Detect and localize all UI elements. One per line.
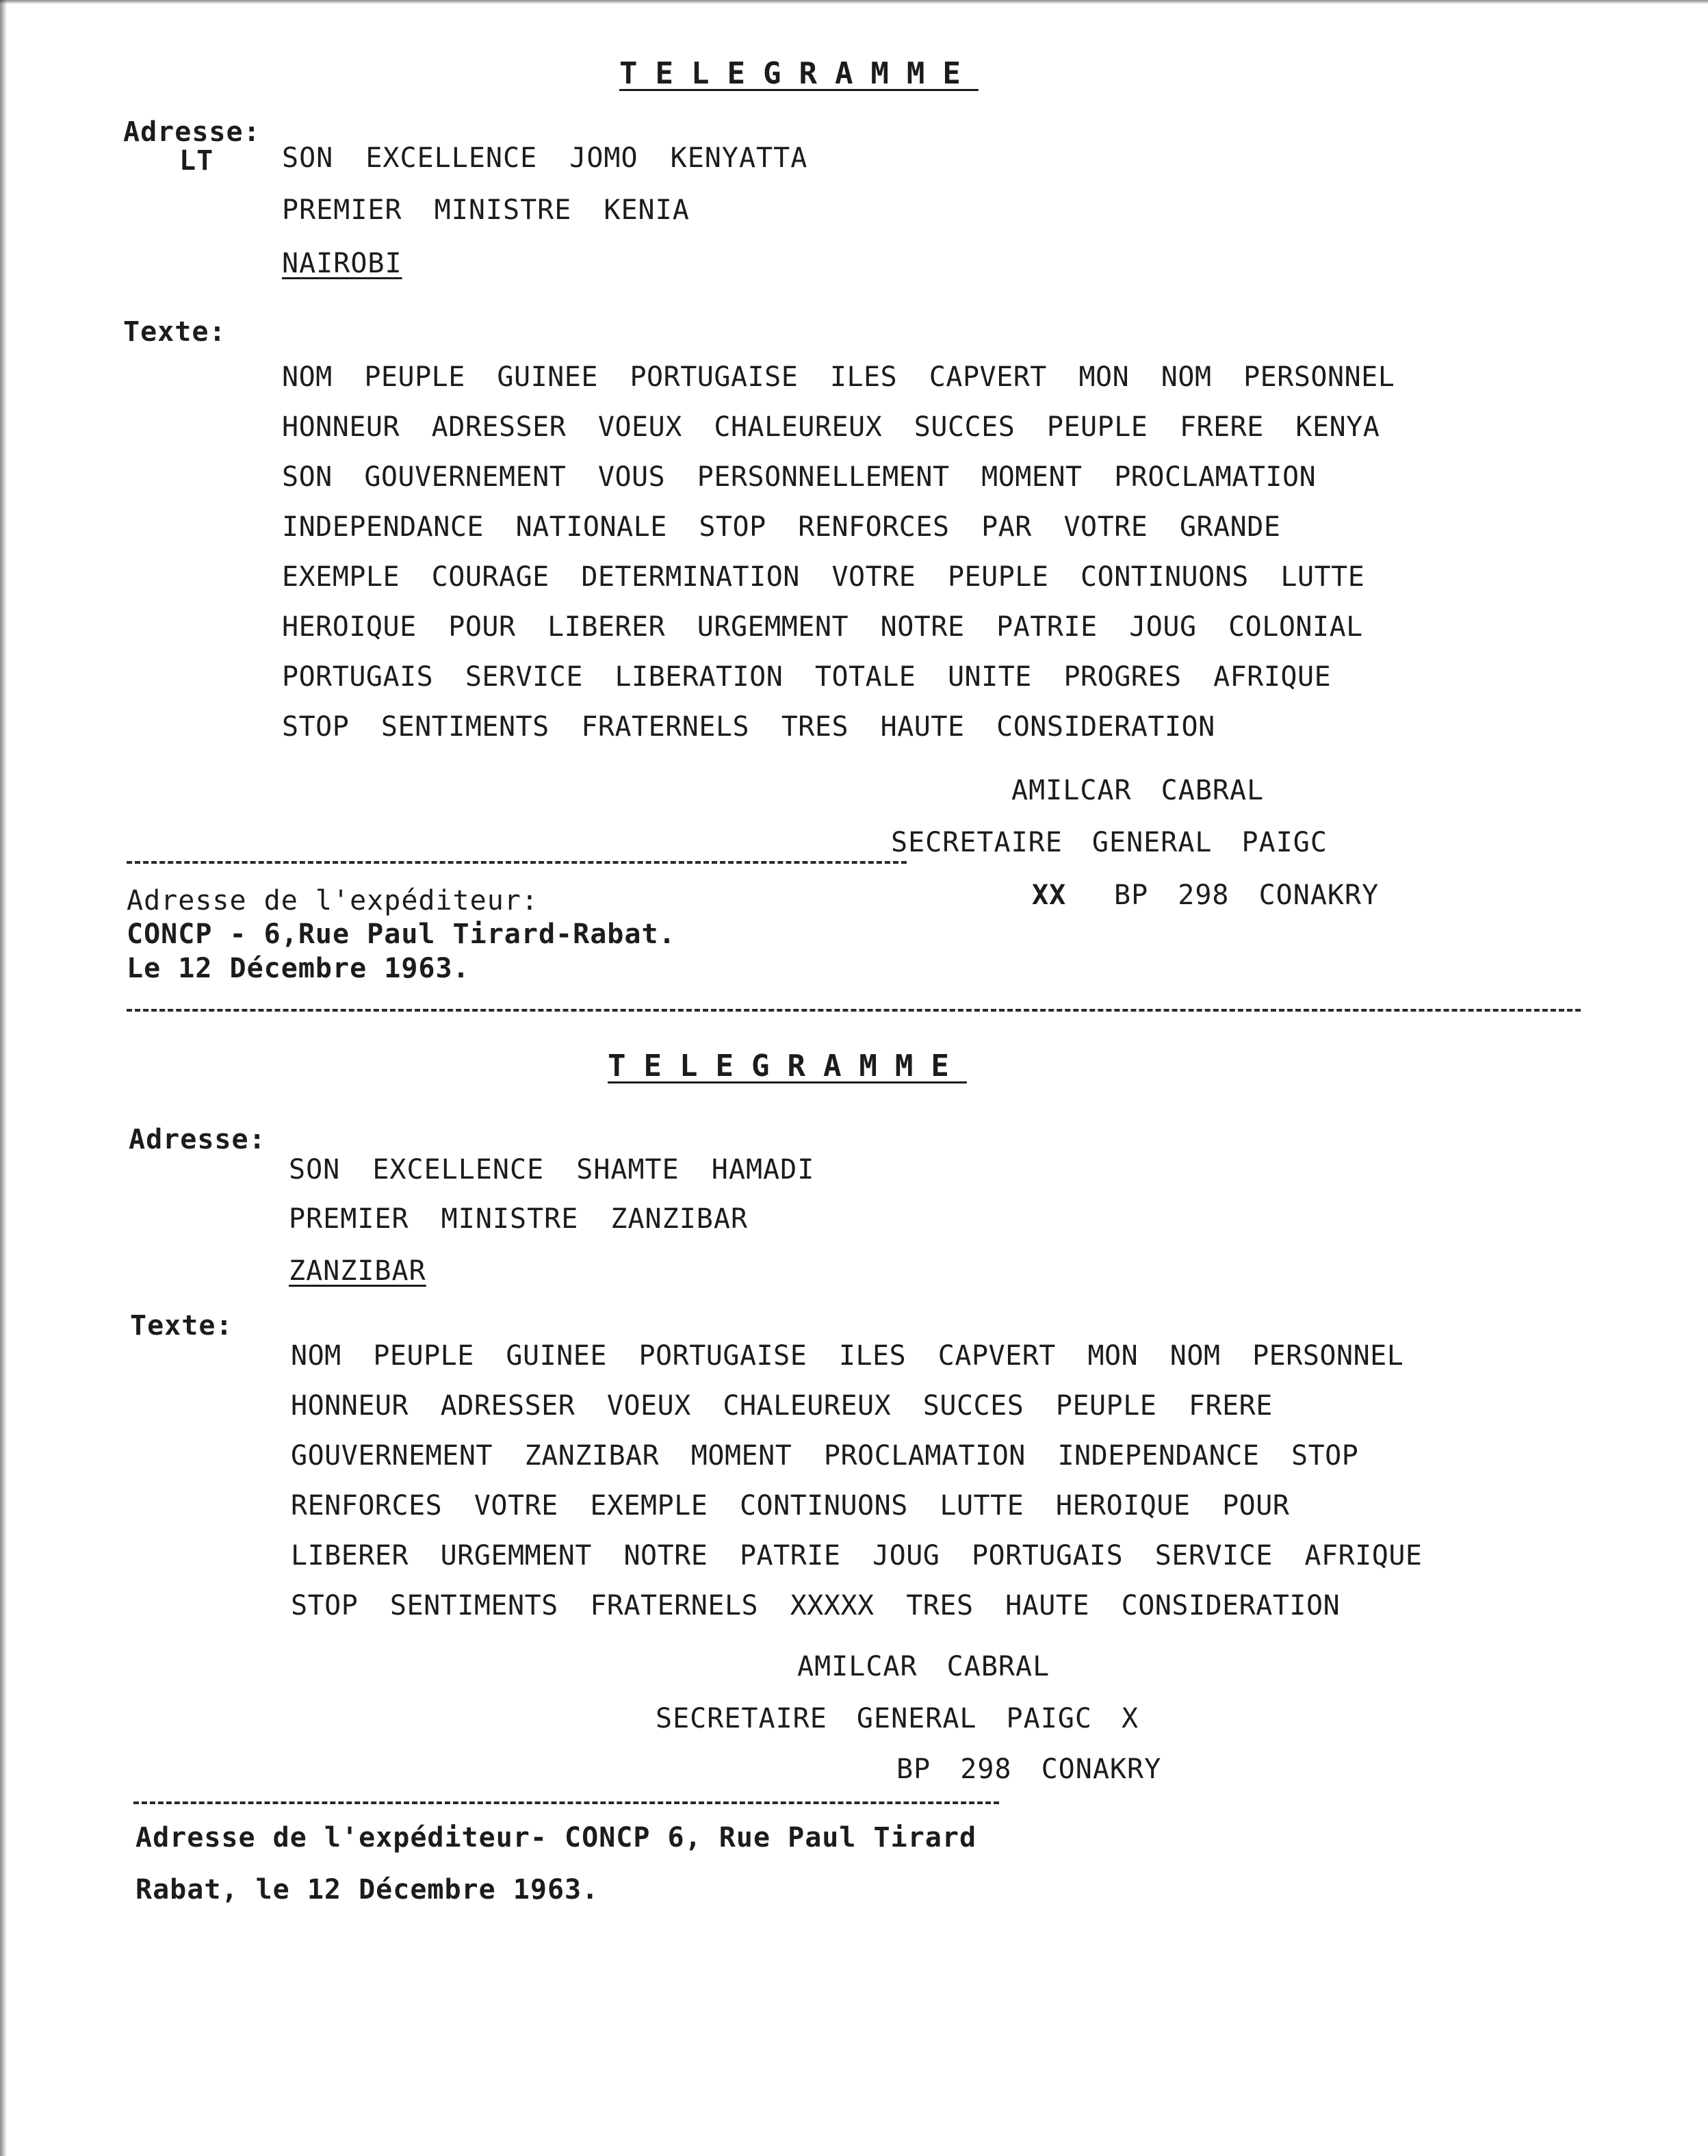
telegram-1-body-line: HONNEUR ADRESSER VOEUX CHALEUREUX SUCCES PEUPLE FRERE KENYA	[282, 411, 1380, 443]
telegram-2-body-line: RENFORCES VOTRE EXEMPLE CONTINUONS LUTTE HEROIQUE POUR	[291, 1490, 1290, 1522]
telegram-2-signature-title: SECRETAIRE GENERAL PAIGC X	[656, 1703, 1139, 1734]
telegram-2-signature-address: BP 298 CONAKRY	[896, 1754, 1162, 1785]
telegram-1-address-line: PREMIER MINISTRE KENIA	[282, 194, 690, 226]
telegram-1-signature-divider	[127, 861, 907, 864]
telegram-2-address-city: ZANZIBAR	[289, 1255, 426, 1287]
telegram-1-address-city: NAIROBI	[282, 248, 402, 279]
telegram-2-body-line: NOM PEUPLE GUINEE PORTUGAISE ILES CAPVERT MON NOM PERSONNEL	[291, 1340, 1404, 1372]
telegram-1-address-label: Adresse:	[123, 116, 261, 148]
telegram-2-text-label: Texte:	[130, 1310, 233, 1342]
telegram-2-body-line: STOP SENTIMENTS FRATERNELS XXXXX TRES HAUTE CONSIDERATION	[291, 1590, 1341, 1621]
telegram-1-body-line: STOP SENTIMENTS FRATERNELS TRES HAUTE CONSIDERATION	[282, 711, 1215, 743]
telegram-1-body-line: HEROIQUE POUR LIBERER URGEMMENT NOTRE PATRIE JOUG COLONIAL	[282, 611, 1363, 643]
telegram-2-signature-divider	[133, 1801, 999, 1804]
telegram-2-body-line: GOUVERNEMENT ZANZIBAR MOMENT PROCLAMATION INDEPENDANCE STOP	[291, 1440, 1359, 1472]
telegram-2-title: TELEGRAMME	[608, 1049, 967, 1083]
scan-edge-left	[0, 0, 7, 2156]
telegram-1-body-line: NOM PEUPLE GUINEE PORTUGAISE ILES CAPVERT MON NOM PERSONNEL	[282, 361, 1395, 393]
telegram-1-signature-name: AMILCAR CABRAL	[1011, 775, 1265, 806]
telegram-1-title: TELEGRAMME	[619, 56, 979, 91]
telegram-2-address-line: SON EXCELLENCE SHAMTE HAMADI	[289, 1154, 815, 1185]
telegram-1-sender-address: CONCP - 6,Rue Paul Tirard-Rabat.	[127, 919, 676, 950]
telegram-2-signature-name: AMILCAR CABRAL	[797, 1651, 1050, 1682]
telegram-1-text-label: Texte:	[123, 316, 227, 348]
telegram-1-address-line: SON EXCELLENCE JOMO KENYATTA	[282, 142, 808, 174]
telegram-2-body	[291, 1331, 1423, 1631]
telegram-2-address-line: PREMIER MINISTRE ZANZIBAR	[289, 1203, 749, 1235]
telegram-1-body	[282, 352, 1395, 752]
telegram-1-body-line: PORTUGAIS SERVICE LIBERATION TOTALE UNITE PROGRES AFRIQUE	[282, 661, 1332, 693]
telegram-1-signature-title: SECRETAIRE GENERAL PAIGC	[891, 827, 1328, 858]
telegram-2-address-label: Adresse:	[129, 1124, 266, 1155]
telegram-1-signature-address: BP 298 CONAKRY	[1114, 880, 1380, 911]
telegram-1-body-line: SON GOUVERNEMENT VOUS PERSONNELLEMENT MOMENT PROCLAMATION	[282, 461, 1317, 493]
scan-edge-top	[0, 0, 1708, 4]
telegram-1-struck-out-text: XX	[1032, 880, 1067, 911]
telegram-1-prefix: LT	[179, 145, 214, 177]
telegram-2-body-line: LIBERER URGEMMENT NOTRE PATRIE JOUG PORTUGAIS SERVICE AFRIQUE	[291, 1540, 1423, 1571]
telegram-2-sender-line: Adresse de l'expéditeur- CONCP 6, Rue Paul Tirard	[135, 1822, 977, 1853]
telegram-2-body-line: HONNEUR ADRESSER VOEUX CHALEUREUX SUCCES PEUPLE FRERE	[291, 1390, 1273, 1422]
telegram-1-body-line: INDEPENDANCE NATIONALE STOP RENFORCES PAR VOTRE GRANDE	[282, 511, 1281, 543]
telegram-1-sender-label: Adresse de l'expéditeur:	[127, 885, 539, 916]
telegram-2-sender-line: Rabat, le 12 Décembre 1963.	[135, 1874, 599, 1905]
section-divider	[127, 1009, 1581, 1012]
telegram-1-date: Le 12 Décembre 1963.	[127, 953, 470, 984]
telegram-1-body-line: EXEMPLE COURAGE DETERMINATION VOTRE PEUPLE CONTINUONS LUTTE	[282, 561, 1365, 593]
